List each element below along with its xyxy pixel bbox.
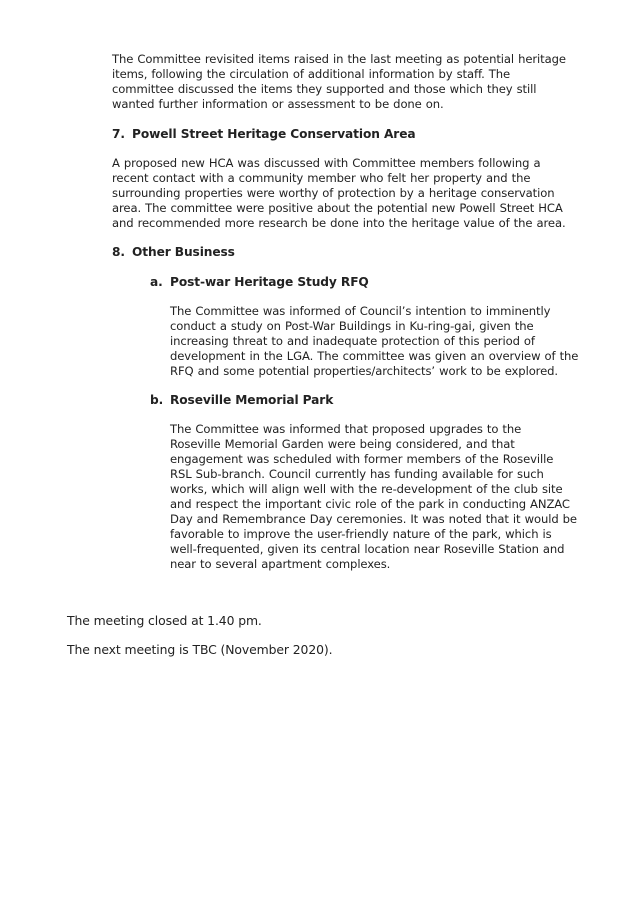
subsection-b-body (170, 422, 577, 572)
text-line: engagement was scheduled with former members of the Roseville (170, 452, 554, 466)
section-7-heading (112, 127, 416, 142)
subsection-a-body (170, 304, 578, 379)
section-8-heading (112, 245, 235, 260)
text-line: area. The committee were positive about the potential new Powell Street HCA (112, 201, 563, 215)
text-line: committee discussed the items they supported and those which they still (112, 82, 537, 96)
section-title: Powell Street Heritage Conservation Area (132, 127, 416, 141)
text-line: conduct a study on Post-War Buildings in Ku-ring-gai, given the (170, 319, 534, 333)
subsection-a-heading (150, 275, 369, 290)
text-line: works, which will align well with the re-development of the club site (170, 482, 563, 496)
section-number: 7. (112, 127, 125, 141)
intro-paragraph (112, 52, 566, 112)
text-line: well-frequented, given its central location near Roseville Station and (170, 542, 565, 556)
section-number: 8. (112, 245, 125, 259)
text-line: favorable to improve the user-friendly nature of the park, which is (170, 527, 552, 541)
subsection-b-heading (150, 393, 333, 408)
subsection-letter: b. (150, 393, 164, 407)
text-line: The Committee was informed that proposed upgrades to the (170, 422, 522, 436)
subsection-title: Roseville Memorial Park (170, 393, 334, 407)
text-line: development in the LGA. The committee was given an overview of the (170, 349, 579, 363)
subsection-title: Post-war Heritage Study RFQ (170, 275, 369, 289)
text-line: and recommended more research be done into the heritage value of the area. (112, 216, 566, 230)
meeting-closed-text: The meeting closed at 1.40 pm. (67, 613, 262, 628)
next-meeting-text: The next meeting is TBC (November 2020). (67, 642, 333, 657)
section-title: Other Business (132, 245, 235, 259)
text-line: recent contact with a community member who felt her property and the (112, 171, 531, 185)
text-line: near to several apartment complexes. (170, 557, 391, 571)
text-line: The Committee was informed of Council’s intention to imminently (170, 304, 551, 318)
text-line: surrounding properties were worthy of protection by a heritage conservation (112, 186, 555, 200)
section-7-body (112, 156, 566, 231)
text-line: The Committee revisited items raised in the last meeting as potential heritage (112, 52, 566, 66)
text-line: RFQ and some potential properties/architects’ work to be explored. (170, 364, 558, 378)
text-line: A proposed new HCA was discussed with Committee members following a (112, 156, 541, 170)
text-line: Roseville Memorial Garden were being considered, and that (170, 437, 515, 451)
text-line: increasing threat to and inadequate protection of this period of (170, 334, 535, 348)
text-line: RSL Sub-branch. Council currently has funding available for such (170, 467, 544, 481)
text-line: items, following the circulation of additional information by staff. The (112, 67, 511, 81)
text-line: wanted further information or assessment to be done on. (112, 97, 444, 111)
text-line: Day and Remembrance Day ceremonies. It was noted that it would be (170, 512, 577, 526)
text-line: and respect the important civic role of the park in conducting ANZAC (170, 497, 570, 511)
subsection-letter: a. (150, 275, 163, 289)
